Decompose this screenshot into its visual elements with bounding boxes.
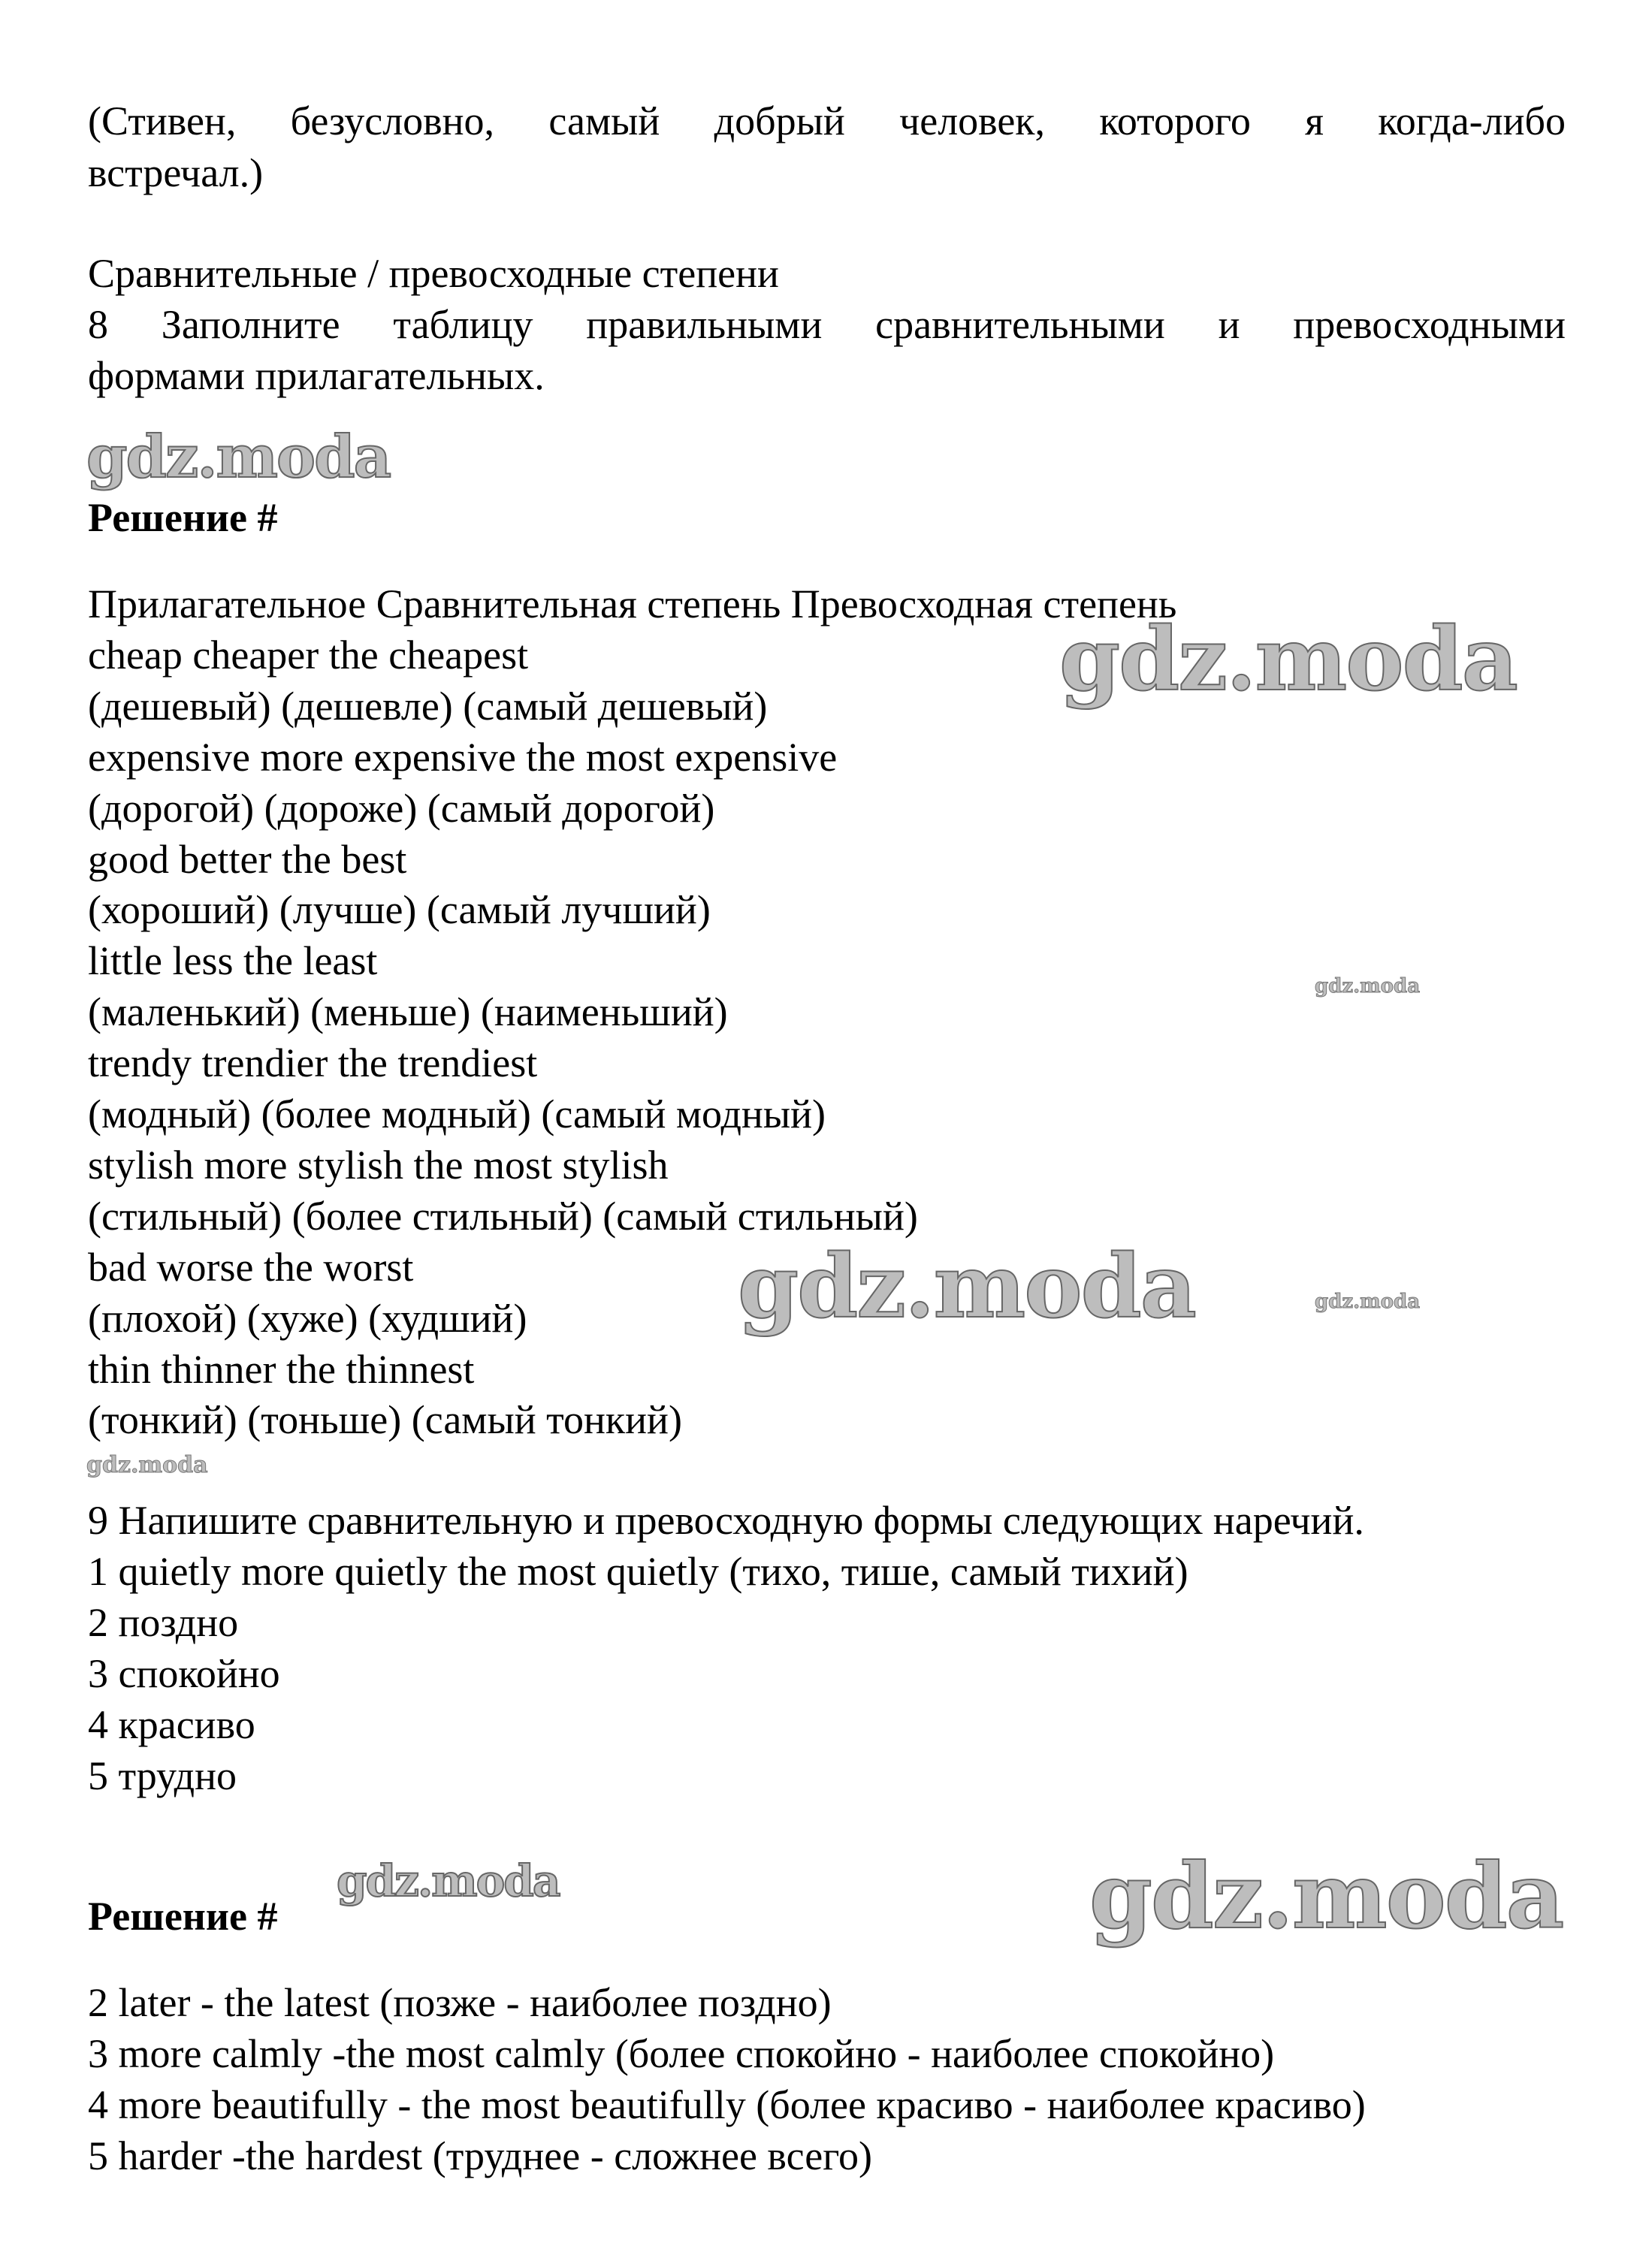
table-line: (стильный) (более стильный) (самый стильный) (88, 1193, 918, 1239)
table-line: (плохой) (хуже) (худший) (88, 1295, 527, 1341)
table-line: (хороший) (лучше) (самый лучший) (88, 887, 711, 933)
watermark-logo: gdz.moda (738, 1236, 1195, 1338)
table-line: bad worse the worst (88, 1244, 414, 1290)
table-line: (тонкий) (тоньше) (самый тонкий) (88, 1397, 682, 1443)
task8-line-1: 8 Заполните таблицу правильными сравнительными и превосходными (88, 302, 1566, 347)
intro-line-2: встречал.) (88, 150, 264, 195)
table-line: little less the least (88, 938, 378, 984)
watermark-logo-small: gdz.moda (1315, 1290, 1421, 1313)
watermark-logo-small: gdz.moda (86, 1452, 208, 1478)
exercise-item: 1 quietly more quietly the most quietly (тихо, тише, самый тихий) (88, 1549, 1188, 1594)
answer-line: 3 more calmly -the most calmly (более спокойно - наиболее спокойно) (88, 2031, 1275, 2076)
watermark-logo: gdz.moda (1059, 608, 1517, 711)
exercise-item: 4 красиво (88, 1702, 255, 1747)
table-line: (дешевый) (дешевле) (самый дешевый) (88, 683, 768, 729)
table-line: trendy trendier the trendiest (88, 1040, 538, 1086)
answer-line: 5 harder -the hardest (труднее - сложнее всего) (88, 2133, 872, 2178)
table-line: good better the best (88, 836, 407, 882)
exercise-item: 2 поздно (88, 1600, 239, 1645)
table-line: stylish more stylish the most stylish (88, 1142, 669, 1188)
task9-title: 9 Напишите сравнительную и превосходную формы следующих наречий. (88, 1498, 1364, 1543)
exercise-item: 3 спокойно (88, 1651, 280, 1696)
section-heading: Сравнительные / превосходные степени (88, 251, 779, 296)
table-line: Прилагательное Сравнительная степень Превосходная степень (88, 581, 1177, 626)
table-line: (модный) (более модный) (самый модный) (88, 1091, 826, 1137)
task9-solution-label: Решение # (88, 1894, 278, 1939)
table-line: expensive more expensive the most expensive (88, 734, 838, 780)
task8-line-2: формами прилагательных. (88, 353, 545, 398)
watermark-logo: gdz.moda (1089, 1843, 1563, 1949)
watermark-logo-small: gdz.moda (1315, 975, 1421, 998)
watermark-logo: gdz.moda (86, 423, 391, 491)
answer-line: 2 later - the latest (позже - наиболее поздно) (88, 1980, 832, 2025)
table-line: (дорогой) (дороже) (самый дорогой) (88, 785, 715, 831)
table-line: thin thinner the thinnest (88, 1346, 475, 1392)
answer-line: 4 more beautifully - the most beautifully (более красиво - наиболее красиво) (88, 2082, 1366, 2127)
exercise-item: 5 трудно (88, 1753, 237, 1798)
watermark-logo: gdz.moda (337, 1855, 560, 1906)
table-line: cheap cheaper the cheapest (88, 632, 529, 678)
task8-solution-label: Решение # (88, 495, 278, 540)
table-line: (маленький) (меньше) (наименьший) (88, 989, 728, 1035)
intro-line-1: (Стивен, безусловно, самый добрый человек, которого я когда-либо (88, 98, 1566, 143)
